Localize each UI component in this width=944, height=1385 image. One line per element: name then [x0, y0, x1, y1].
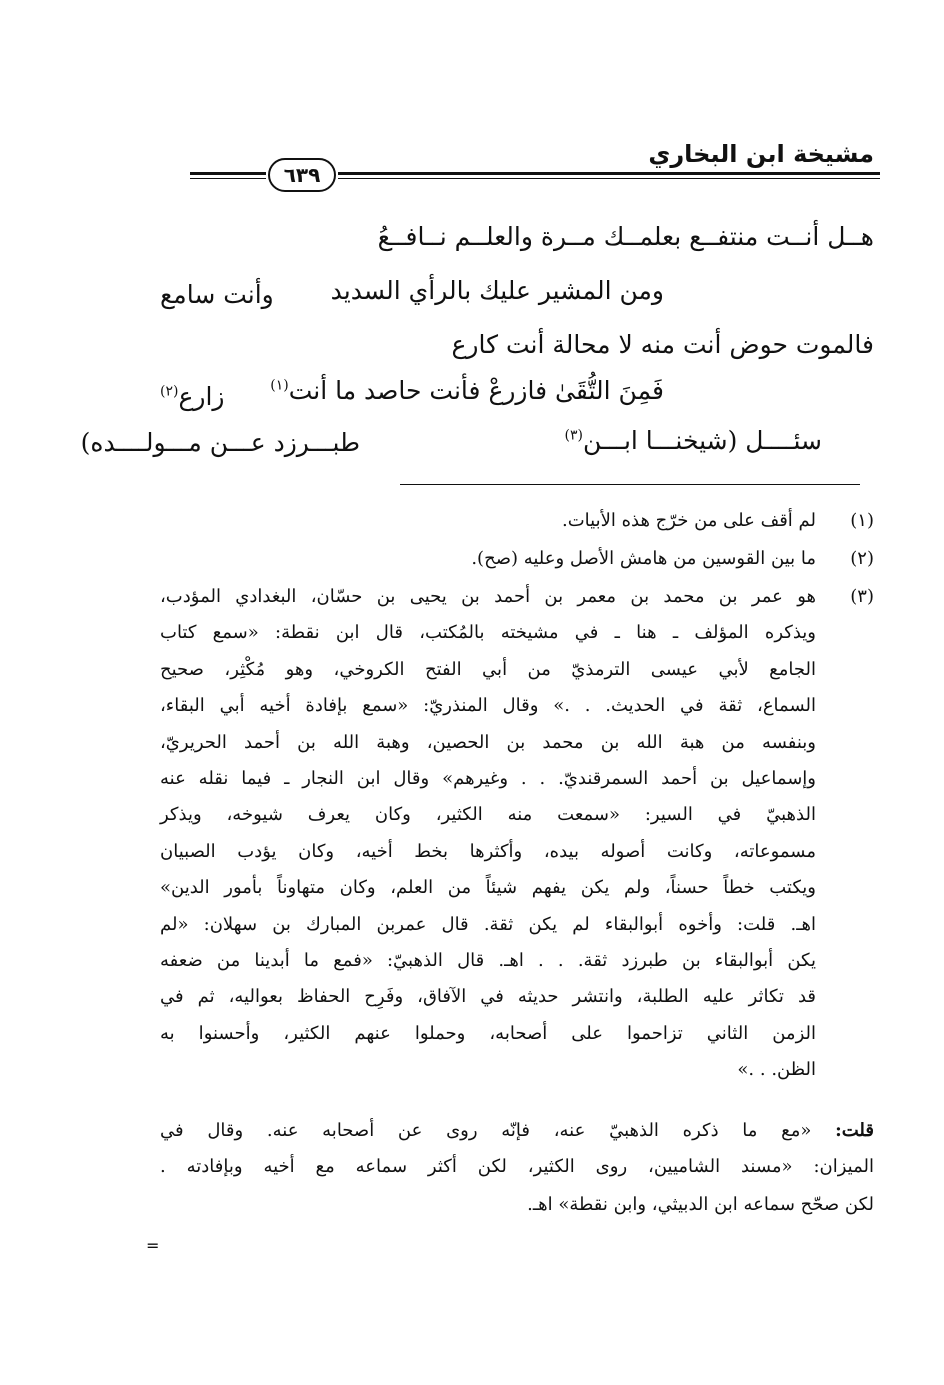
- verse-line-4-text: فَمِنَ التُّقَىٰ فازرعْ فأنت حاصد ما أنت: [288, 376, 664, 405]
- header-rule-right-thin: [338, 178, 880, 179]
- footnote-text: ويكتب خطاً حسناً، ولم يكن يفهم شيئاً من العلم، وكان متهاوناً بأمور الدين»: [160, 877, 816, 899]
- footnote-text: قد تكاثر عليه الطلبة، وانتشر حديثه في الآفاق، وفَرِح الحفاظ بعواليه، ثم في: [160, 986, 816, 1008]
- footnote-text: الظن. . .»: [737, 1059, 816, 1081]
- footnote-3-line: [160, 948, 874, 978]
- footnote-3-line: [160, 730, 874, 760]
- end-mark: =: [146, 1236, 160, 1255]
- footnote-2-line: [160, 546, 874, 576]
- footnote-text: وبنفسه من هبة الله بن محمد بن الحصين، وهبة الله بن أحمد الحريريّ،: [160, 731, 816, 753]
- footnote-number: (١): [850, 510, 874, 531]
- footnote-text: هو عمر بن محمد بن معمر بن أحمد بن يحيى بن حسّان، البغدادي المؤدب،: [160, 586, 816, 607]
- footnote-3-line: [160, 620, 874, 650]
- note-line-1: [160, 1118, 874, 1144]
- footnote-3-line: [160, 984, 874, 1014]
- footnote-3-line: [160, 1021, 874, 1051]
- footnote-text: ما بين القوسين من هامش الأصل وعليه (صح).: [471, 548, 816, 569]
- verse-line-4-left: [160, 382, 360, 411]
- note-label: قلت:: [835, 1120, 874, 1141]
- footnote-number: (٣): [850, 586, 874, 607]
- footnote-3-line: [160, 657, 874, 687]
- footnote-text: الجامع لأبي عيسى الترمذيّ من أبي الفتح الكروخي، وهو مُكْثِر، صحيح: [160, 658, 816, 680]
- footnote-text: لم أقف على من خرّج هذه الأبيات.: [562, 510, 816, 531]
- header-rule-left: [190, 172, 266, 175]
- header-rule-right: [338, 172, 880, 175]
- footnote-3-line: [160, 584, 874, 614]
- footnote-3-line: [160, 912, 874, 942]
- footnote-3-line: [160, 875, 874, 905]
- footnote-ref-1: (١): [270, 377, 289, 394]
- note-text-1: «مع ما ذكره الذهبيّ عنه، فإنّه روى عن أصحابه عنه. وقال في: [160, 1120, 812, 1141]
- footnote-text: الزمن الثاني تزاحموا على أصحابه، وحملوا عنهم الكثير، وأحسنوا به: [160, 1022, 816, 1044]
- footnote-text: وإسماعيل بن أحمد السمرقنديّ. . . وغيرهم» وقال ابن النجار ـ فيما نقله عنه: [160, 768, 816, 789]
- footnote-text: يكن أبوالبقاء بن طبرزد ثقة. . . اهـ. قال الذهبيّ: «فمع ما أبدينا من ضعفه: [160, 950, 816, 971]
- footnote-3-line: [160, 802, 874, 832]
- book-title: مشيخة ابن البخاري: [648, 140, 874, 168]
- footnote-text: الذهبيّ في السير: «سمعت منه الكثير، وكان يعرف شيوخه، ويذكر: [160, 804, 816, 826]
- footnote-text: ويذكره المؤلف ـ هنا ـ في مشيخته بالمُكتب، قال ابن نقطة: «سمع كتاب: [160, 622, 816, 644]
- verse-line-5-right: [564, 426, 822, 455]
- footnote-text: مسموعاته، وكانت أصوله بيده، وأكثرها بخط أخيه، وكان يؤدب الصبيان: [160, 840, 816, 862]
- footnote-number: (٢): [850, 548, 874, 569]
- footnote-text: السماع، ثقة في الحديث. . .» وقال المنذريّ: «سمع بإفادة أخيه أبي البقاء،: [160, 695, 816, 717]
- verse-line-5-left: طبـــرزد عـــن مـــولــــده): [80, 428, 360, 457]
- verse-line-4-word: زارع: [178, 382, 225, 411]
- footnote-text: اهـ. قلت: وأخوه أبوالبقاء لم يكن ثقة. قال عمربن المبارك بن سهلان: «لم: [160, 913, 816, 935]
- footnote-ref-3: (٣): [564, 427, 583, 444]
- note-line-3: لكن صحّح سماعه ابن الدبيثي، وابن نقطة» اهـ.: [527, 1194, 874, 1215]
- verse-line-2-right: ومن المشير عليك بالرأي السديد: [330, 276, 664, 305]
- page-number: ٦٣٩: [268, 158, 336, 192]
- footnote-3-line: [160, 839, 874, 869]
- footnote-3-line: [160, 693, 874, 723]
- header-rule-left-thin: [190, 178, 266, 179]
- verse-line-3: فالموت حوض أنت منه لا محالة أنت كارع: [451, 330, 874, 359]
- verse-line-1: هــل أنــت منتفــع بعلمــك مــرة والعلــم نــافــعُ: [377, 222, 874, 251]
- verse-line-2-left: وأنت سامع: [160, 280, 274, 309]
- footnote-3-line: [160, 1057, 874, 1087]
- footnote-1-line: [160, 508, 874, 538]
- footnote-separator: [400, 484, 860, 485]
- footnote-ref-2: (٢): [160, 383, 179, 400]
- footnote-3-line: [160, 766, 874, 796]
- note-line-2: الميزان: «مسند الشاميين، روى الكثير، لكن أكثر سماعه مع أخيه وبإفادته .: [160, 1156, 874, 1177]
- verse-line-5-text: سئــــل (شيخنـــا ابـــن: [582, 426, 822, 455]
